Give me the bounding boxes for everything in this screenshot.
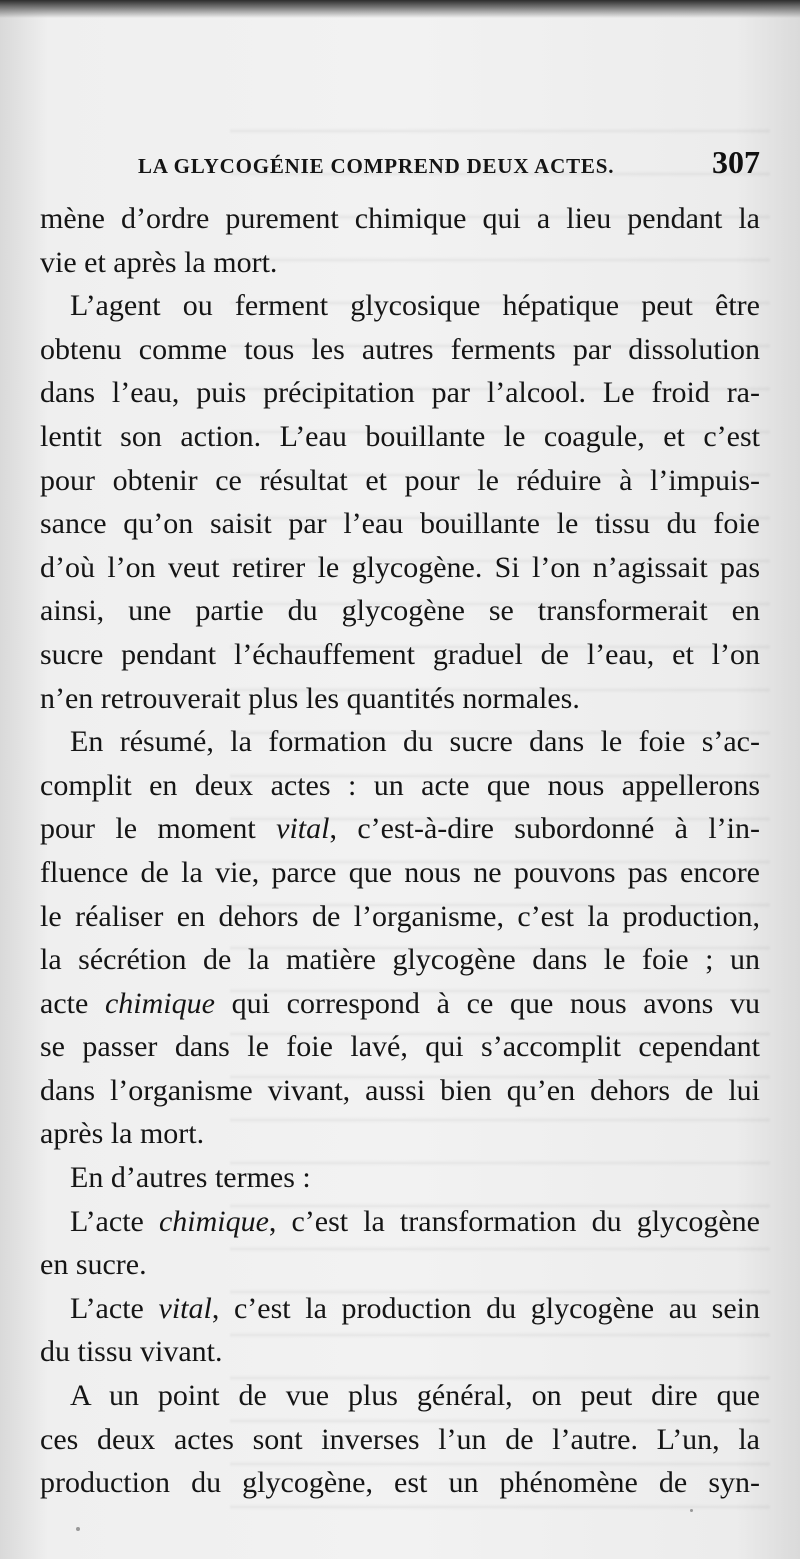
page-number: 307 <box>712 144 760 180</box>
text-line: dans l’organisme vivant, aussi bien qu’en dehors de lui <box>40 1073 760 1107</box>
italic-word: chimique <box>104 986 215 1020</box>
text-line: obtenu comme tous les autres ferments par dissolution <box>40 332 760 366</box>
text-line: se passer dans le foie lavé, qui s’accomplit cependant <box>40 1030 760 1064</box>
text-line: sucre pendant l’échauffement graduel de l’eau, et l’on <box>40 637 760 671</box>
text-line: A un point de vue plus général, on peut dire que <box>70 1379 760 1413</box>
text-line: en sucre. <box>40 1248 147 1282</box>
ink-speck <box>690 1509 693 1512</box>
text-line: la sécrétion de la matière glycogène dans le foie ; un <box>40 943 760 977</box>
text-line: complit en deux actes : un acte que nous appellerons <box>40 768 760 802</box>
text-line: L’acte chimique, c’est la transformation du glycogène <box>70 1204 761 1238</box>
text-line: ainsi, une partie du glycogène se transformerait en <box>40 594 760 628</box>
text-line: acte chimique qui correspond à ce que nous avons vu <box>40 986 760 1020</box>
text-line: pour le moment vital, c’est-à-dire subordonné à l’in- <box>40 812 761 846</box>
text-line: L’acte vital, c’est la production du glycogène au sein <box>70 1291 761 1325</box>
text-line: L’agent ou ferment glycosique hépatique peut être <box>70 289 760 323</box>
text-line: d’où l’on veut retirer le glycogène. Si l’on n’agissait pas <box>40 550 760 584</box>
text-line: après la mort. <box>40 1117 205 1151</box>
text-line: ces deux actes sont inverses l’un de l’autre. L’un, la <box>40 1422 760 1456</box>
page-header <box>138 144 760 184</box>
text-line: dans l’eau, puis précipitation par l’alcool. Le froid ra- <box>40 376 760 410</box>
italic-word: chimique <box>158 1204 269 1238</box>
ink-speck <box>76 1527 80 1531</box>
text-line: En d’autres termes : <box>70 1161 311 1195</box>
text-line: sance qu’on saisit par l’eau bouillante le tissu du foie <box>40 507 760 541</box>
text-line: mène d’ordre purement chimique qui a lieu pendant la <box>40 202 760 235</box>
text-line: En résumé, la formation du sucre dans le foie s’ac- <box>70 725 760 759</box>
text-line: pour obtenir ce résultat et pour le réduire à l’impuis- <box>40 463 760 497</box>
text-line: vie et après la mort. <box>40 245 278 279</box>
text-line: production du glycogène, est un phénomène de syn- <box>40 1466 760 1500</box>
text-line: du tissu vivant. <box>40 1335 223 1369</box>
body-text <box>40 197 760 1505</box>
italic-word: vital <box>276 812 330 846</box>
text-line: fluence de la vie, parce que nous ne pouvons pas encore <box>40 855 760 889</box>
text-line: le réaliser en dehors de l’organisme, c’est la production, <box>40 899 760 933</box>
page-top-shadow <box>0 0 800 18</box>
text-line: n’en retrouverait plus les quantités normales. <box>40 681 580 715</box>
running-head: LA GLYCOGÉNIE COMPREND DEUX ACTES. <box>138 154 615 178</box>
italic-word: vital <box>158 1291 212 1325</box>
text-line: lentit son action. L’eau bouillante le coagule, et c’est <box>40 419 760 453</box>
